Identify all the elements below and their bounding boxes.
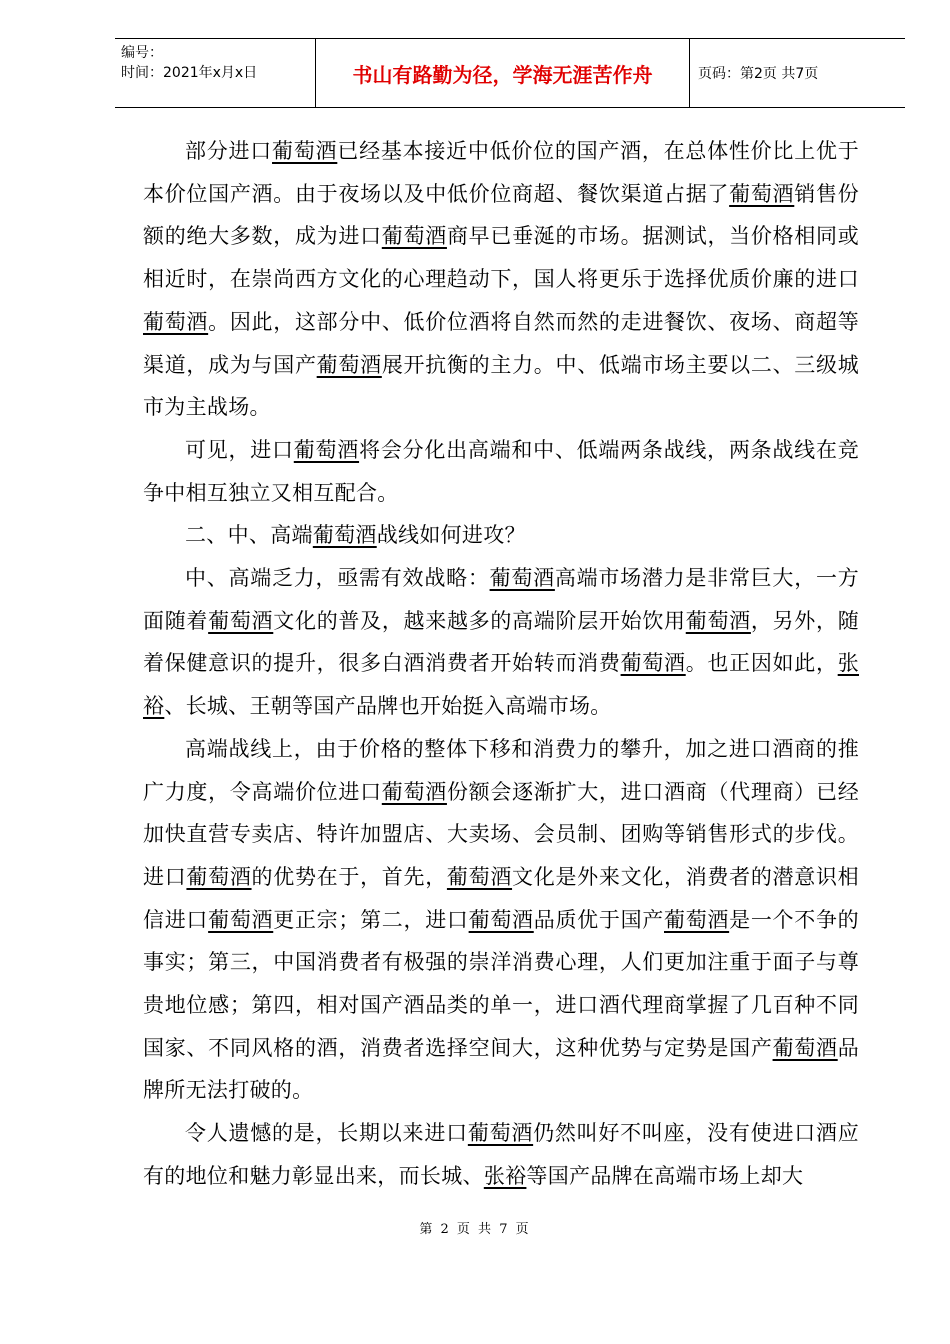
text-run: ，另外，随着保健意识的提升，很多白酒消费者开始转而消费 (143, 608, 860, 676)
keyword-link[interactable]: 葡萄酒 (186, 864, 252, 889)
text-run: 品质优于国产 (533, 907, 664, 932)
text-run: 中、高端乏力，亟需有效战略： (185, 566, 490, 591)
body-paragraph (143, 130, 859, 429)
body-paragraph (143, 514, 859, 557)
number-label: 编号： (121, 45, 163, 61)
keyword-link[interactable]: 葡萄酒 (446, 864, 513, 889)
keyword-link[interactable]: 葡萄酒 (272, 139, 338, 163)
keyword-link[interactable]: 张裕 (143, 651, 859, 719)
keyword-link[interactable]: 葡萄酒 (316, 352, 382, 377)
text-run: 令人遗憾的是，长期以来进口 (185, 1121, 468, 1146)
text-run: 商早已垂涎的市场。据测试，当价格相同或相近时，在崇尚西方文化的心理趋动下，国人将更乐于选择优质价廉的进口 (143, 224, 859, 292)
text-run: 已经基本接近中低价位的国产酒，在总体性价比上优于本价位国产酒。由于夜场以及中低价位商超、餐饮渠道占据了 (143, 139, 860, 206)
time-label: 时间：2021年x月x日 (121, 65, 258, 81)
keyword-link[interactable]: 葡萄酒 (468, 907, 534, 932)
keyword-link[interactable]: 葡萄酒 (293, 437, 360, 462)
keyword-link[interactable]: 葡萄酒 (620, 651, 686, 676)
body-paragraph (143, 1112, 859, 1197)
text-run: 份额会逐渐扩大，进口酒商（代理商）已经加快直营专卖店、特许加盟店、大卖场、会员制、团购等销售形式的步伐。进口 (143, 779, 859, 889)
keyword-link[interactable]: 葡萄酒 (467, 1121, 534, 1146)
text-run: 等国产品牌在高端市场上却大 (526, 1163, 804, 1188)
keyword-link[interactable]: 葡萄酒 (381, 224, 447, 249)
text-run: 的优势在于，首先， (251, 864, 447, 889)
text-run: 部分进口 (185, 139, 273, 163)
text-run: 销售份额的绝大多数，成为进口 (143, 181, 859, 249)
text-run: 。因此，这部分中、低价位酒将自然而然的走进餐饮、夜场、商超等渠道，成为与国产 (143, 309, 860, 377)
text-run: 可见，进口 (185, 437, 294, 462)
document-body (143, 130, 859, 1198)
keyword-link[interactable]: 葡萄酒 (664, 907, 730, 932)
text-run: 战线如何进攻？ (376, 523, 526, 548)
keyword-link[interactable]: 葡萄酒 (312, 523, 377, 548)
text-run: 将会分化出高端和中、低端两条战线，两条战线在竞争中相互独立又相互配合。 (143, 437, 859, 505)
body-paragraph (143, 728, 859, 1112)
text-run: 更正宗；第二，进口 (273, 907, 469, 932)
keyword-link[interactable]: 葡萄酒 (208, 907, 274, 932)
header-motto: 书山有路勤为径，学海无涯苦作舟 (315, 39, 690, 107)
keyword-link[interactable]: 葡萄酒 (685, 608, 751, 633)
header-page-label: 页码：第2页 共7页 (698, 66, 819, 82)
text-run: 品牌所无法打破的。 (143, 1035, 860, 1103)
text-run: 高端战线上，由于价格的整体下移和消费力的攀升，加之进口酒商的推广力度，令高端价位进口 (143, 736, 859, 804)
text-run: 文化是外来文化，消费者的潜意识相信进口 (143, 864, 859, 932)
page-footer: 第 2 页 共 7 页 (419, 1222, 531, 1237)
keyword-link[interactable]: 葡萄酒 (143, 309, 209, 334)
text-run: 是一个不争的事实；第三，中国消费者有极强的崇洋消费心理，人们更加注重于面子与尊贵地位感；第四，相对国产酒品类的单一，进口酒代理商掌握了几百种不同国家、不同风格的酒，消费者选择空间大，这种优势与定势是国产 (143, 907, 859, 1060)
page-header (115, 38, 905, 108)
text-run: 展开抗衡的主力。中、低端市场主要以二、三级城市为主战场。 (143, 352, 859, 420)
body-paragraph (143, 557, 859, 728)
text-run: 二、中、高端 (185, 523, 313, 548)
keyword-link[interactable]: 葡萄酒 (729, 181, 795, 206)
text-run: 仍然叫好不叫座，没有使进口酒应有的地位和魅力彰显出来，而长城、 (143, 1121, 860, 1188)
keyword-link[interactable]: 葡萄酒 (381, 779, 447, 804)
keyword-link[interactable]: 葡萄酒 (772, 1035, 838, 1060)
text-run: 、长城、王朝等国产品牌也开始挺入高端市场。 (164, 694, 612, 719)
keyword-link[interactable]: 葡萄酒 (208, 608, 274, 633)
keyword-link[interactable]: 张裕 (483, 1163, 527, 1188)
text-run: 。也正因如此， (685, 651, 838, 676)
text-run: 高端市场潜力是非常巨大，一方面随着 (143, 566, 860, 633)
body-paragraph (143, 429, 859, 514)
text-run: 文化的普及，越来越多的高端阶层开始饮用 (273, 608, 686, 633)
keyword-link[interactable]: 葡萄酒 (489, 566, 555, 591)
header-meta (115, 39, 315, 107)
